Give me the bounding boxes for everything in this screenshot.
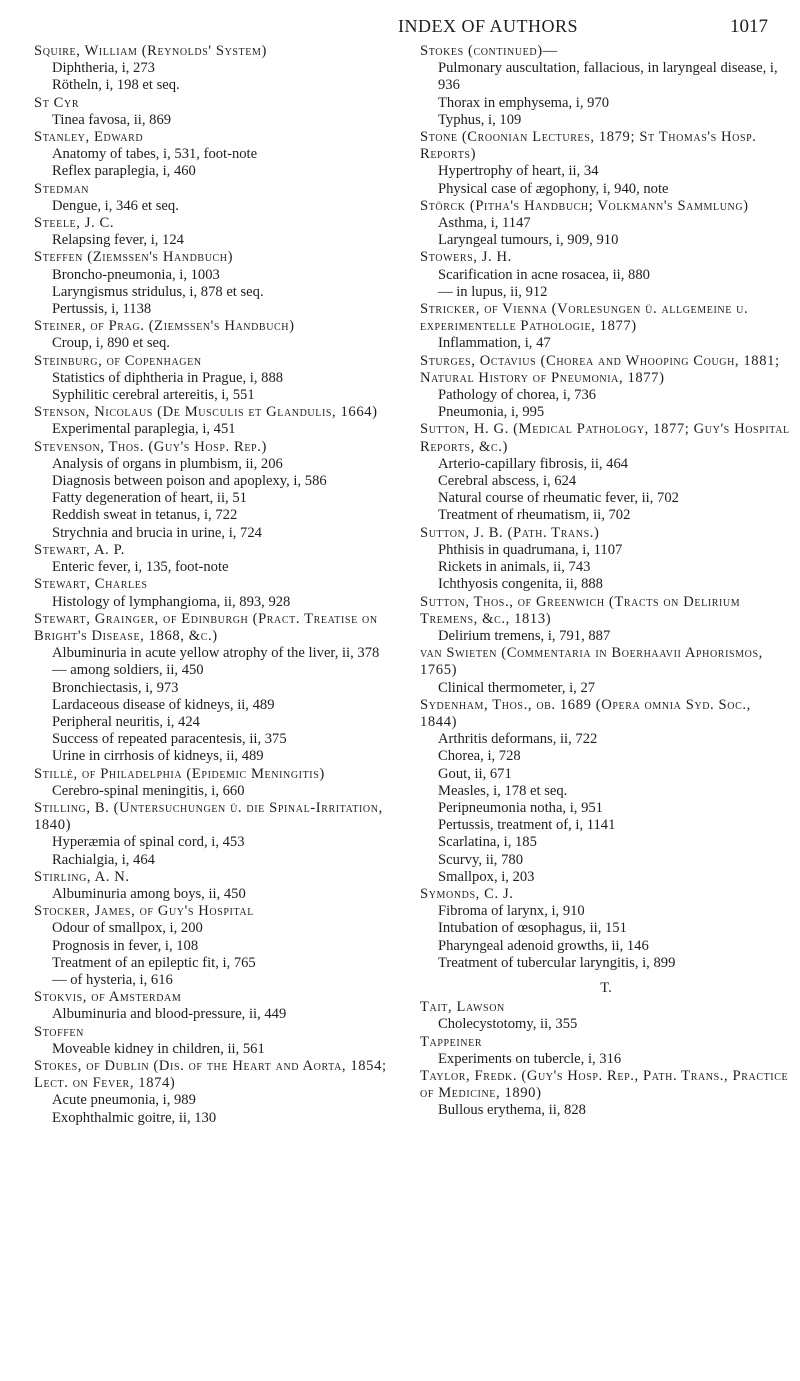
subject-reference: Acute pneumonia, i, 989: [52, 1092, 196, 1109]
subject-reference: Arthritis deformans, ii, 722: [438, 731, 598, 748]
subject-reference: Rachialgia, i, 464: [52, 851, 155, 868]
subject-reference: Arterio-capillary fibrosis, ii, 464: [438, 455, 629, 472]
page-number: 1017: [730, 16, 768, 37]
author-name: Sutton, Thos., of Greenwich (Tracts on Delirium Tremens, &c., 1813): [420, 593, 741, 627]
author-name: Stowers, J. H.: [420, 249, 512, 266]
subject-reference: Strychnia and brucia in urine, i, 724: [52, 524, 262, 541]
subject-reference: Prognosis in fever, i, 108: [52, 937, 199, 954]
index-entry: [420, 886, 792, 972]
subject-reference: Pertussis, i, 1138: [52, 301, 152, 318]
subject-reference: Gout, ii, 671: [438, 765, 512, 782]
index-entry: [34, 576, 409, 610]
subject-reference: Delirium tremens, i, 791, 887: [438, 627, 611, 644]
subject-reference: Natural course of rheumatic fever, ii, 702: [438, 490, 679, 507]
page-header: [0, 16, 800, 42]
index-entry: [420, 301, 792, 353]
index-entry: [420, 999, 792, 1033]
section-letter: T.: [600, 979, 612, 996]
subject-reference: Analysis of organs in plumbism, ii, 206: [52, 455, 283, 472]
author-name: Stokes (continued)—: [420, 43, 558, 59]
index-entry: [34, 903, 409, 989]
index-entry: [34, 766, 409, 800]
author-name: Stone (Croonian Lectures, 1879; St Thomas's Hosp. Reports): [420, 129, 757, 163]
subject-reference: Diphtheria, i, 273: [52, 60, 155, 77]
subject-reference: Albuminuria in acute yellow atrophy of the liver, ii, 378: [52, 645, 380, 662]
index-entry: [420, 249, 792, 301]
author-name: Steffen (Ziemssen's Handbuch): [34, 249, 234, 266]
subject-reference: Hypertrophy of heart, ii, 34: [438, 163, 599, 180]
subject-reference: Histology of lymphangioma, ii, 893, 928: [52, 593, 291, 610]
subject-reference: Experiments on tubercle, i, 316: [438, 1050, 622, 1067]
subject-reference: — in lupus, ii, 912: [438, 283, 548, 300]
subject-reference: Enteric fever, i, 135, foot-note: [52, 559, 229, 576]
subject-reference: Thorax in emphysema, i, 970: [438, 94, 610, 111]
subject-reference: Cerebral abscess, i, 624: [438, 473, 577, 490]
right-column: [420, 43, 792, 1120]
subject-reference: Physical case of ægophony, i, 940, note: [438, 180, 669, 197]
index-entry: [34, 542, 409, 576]
author-name: Taylor, Fredk. (Guy's Hosp. Rep., Path. Trans., Practice of Medicine, 1890): [420, 1067, 789, 1102]
index-entry: [34, 318, 409, 352]
index-entry: [34, 353, 409, 405]
subject-reference: Scarification in acne rosacea, ii, 880: [438, 266, 650, 283]
subject-reference: Albuminuria and blood-pressure, ii, 449: [52, 1006, 287, 1023]
index-entry: [420, 525, 792, 594]
subject-reference: Treatment of an epileptic fit, i, 765: [52, 954, 256, 971]
subject-reference: Ichthyosis congenita, ii, 888: [438, 576, 603, 593]
index-entry: [34, 1024, 409, 1058]
index-entry: [420, 594, 792, 646]
author-name: Steinburg, of Copenhagen: [34, 352, 202, 369]
subject-reference: Reflex paraplegia, i, 460: [52, 163, 196, 180]
subject-reference: Measles, i, 178 et seq.: [438, 782, 568, 799]
author-name: van Swieten (Commentaria in Boerhaavii Aphorismos, 1765): [420, 645, 763, 679]
subject-reference: Exophthalmic goitre, ii, 130: [52, 1109, 217, 1126]
index-entry: [420, 129, 792, 198]
author-name: Sutton, H. G. (Medical Pathology, 1877; Guy's Hospital Reports, &c.): [420, 421, 790, 455]
index-entry: [420, 1034, 792, 1068]
subject-reference: Anatomy of tabes, i, 531, foot-note: [52, 146, 258, 163]
subject-reference: Cholecystotomy, ii, 355: [438, 1016, 578, 1033]
subject-reference: Moveable kidney in children, ii, 561: [52, 1040, 265, 1057]
author-name: Stokes, of Dublin (Dis. of the Heart and Aorta, 1854; Lect. on Fever, 1874): [34, 1057, 387, 1092]
subject-reference: Chorea, i, 728: [438, 748, 521, 765]
index-entry: [420, 198, 792, 250]
subject-reference: Treatment of tubercular laryngitis, i, 899: [438, 954, 676, 971]
subject-reference: Fibroma of larynx, i, 910: [438, 903, 585, 920]
subject-reference: Pulmonary auscultation, fallacious, in laryngeal disease, i, 936: [438, 60, 778, 94]
author-name: St Cyr: [34, 94, 80, 111]
subject-reference: Statistics of diphtheria in Prague, i, 888: [52, 369, 284, 386]
author-name: Stenson, Nicolaus (De Musculis et Glandulis, 1664): [34, 404, 378, 421]
subject-reference: Typhus, i, 109: [438, 111, 522, 128]
subject-reference: Experimental paraplegia, i, 451: [52, 421, 236, 438]
subject-reference: Intubation of œsophagus, ii, 151: [438, 920, 627, 937]
subject-reference: Albuminuria among boys, ii, 450: [52, 885, 246, 902]
subject-reference: Tinea favosa, ii, 869: [52, 111, 172, 128]
author-name: Tait, Lawson: [420, 999, 505, 1016]
subject-reference: Success of repeated paracentesis, ii, 375: [52, 731, 287, 748]
author-name: Tappeiner: [420, 1033, 483, 1050]
subject-reference: Lardaceous disease of kidneys, ii, 489: [52, 696, 275, 713]
subject-reference: Clinical thermometer, i, 27: [438, 679, 596, 696]
index-entry: [34, 404, 409, 438]
index-entry: [34, 611, 409, 766]
subject-reference: Phthisis in quadrumana, i, 1107: [438, 541, 623, 558]
index-entry: [34, 181, 409, 215]
author-name: Stirling, A. N.: [34, 868, 130, 885]
subject-reference: Peripheral neuritis, i, 424: [52, 713, 200, 730]
subject-reference: Cerebro-spinal meningitis, i, 660: [52, 782, 245, 799]
subject-reference: Inflammation, i, 47: [438, 335, 551, 352]
index-entry: [34, 129, 409, 181]
subject-reference: Pertussis, treatment of, i, 1141: [438, 817, 616, 834]
subject-reference: Bullous erythema, ii, 828: [438, 1102, 586, 1119]
index-entry: [420, 43, 792, 129]
author-name: Stewart, Grainger, of Edinburgh (Pract. Treatise on Bright's Disease, 1868, &c.): [34, 610, 378, 644]
author-name: Stillé, of Philadelphia (Epidemic Meningitis): [34, 765, 325, 782]
author-name: Stanley, Edward: [34, 129, 144, 146]
author-name: Stewart, A. P.: [34, 541, 125, 558]
subject-reference: Treatment of rheumatism, ii, 702: [438, 507, 631, 524]
subject-reference: Urine in cirrhosis of kidneys, ii, 489: [52, 748, 264, 765]
subject-reference: Smallpox, i, 203: [438, 868, 535, 885]
index-entry: [420, 353, 792, 422]
index-entry: [34, 800, 409, 869]
subject-reference: Laryngismus stridulus, i, 878 et seq.: [52, 283, 264, 300]
index-entry: [34, 869, 409, 903]
author-name: Stoffen: [34, 1023, 84, 1040]
author-name: Sturges, Octavius (Chorea and Whooping Cough, 1881; Natural History of Pneumonia, 1877): [420, 352, 780, 386]
author-name: Stocker, James, of Guy's Hospital: [34, 903, 254, 920]
subject-reference: Asthma, i, 1147: [438, 215, 531, 232]
index-entry: [34, 1058, 409, 1127]
subject-reference: Reddish sweat in tetanus, i, 722: [52, 507, 238, 524]
index-entry: [34, 989, 409, 1023]
author-name: Stevenson, Thos. (Guy's Hosp. Rep.): [34, 438, 267, 455]
index-entry: [34, 95, 409, 129]
subject-reference: Pharyngeal adenoid growths, ii, 146: [438, 937, 649, 954]
author-name: Störck (Pitha's Handbuch; Volkmann's Sammlung): [420, 197, 749, 214]
index-entry: [420, 697, 792, 886]
subject-reference: Rötheln, i, 198 et seq.: [52, 77, 180, 94]
index-entry: [420, 1068, 792, 1120]
subject-reference: Laryngeal tumours, i, 909, 910: [438, 232, 619, 249]
subject-reference: Peripneumonia notha, i, 951: [438, 799, 603, 816]
subject-reference: Broncho-pneumonia, i, 1003: [52, 266, 220, 283]
index-entry: [420, 421, 792, 524]
index-entry: [34, 249, 409, 318]
subject-reference: — of hysteria, i, 616: [52, 971, 173, 988]
subject-reference: Hyperæmia of spinal cord, i, 453: [52, 834, 245, 851]
left-column: [34, 43, 409, 1127]
subject-reference: Relapsing fever, i, 124: [52, 232, 184, 249]
author-name: Sydenham, Thos., ob. 1689 (Opera omnia Syd. Soc., 1844): [420, 696, 751, 730]
subject-reference: Dengue, i, 346 et seq.: [52, 197, 179, 214]
author-name: Stedman: [34, 180, 90, 197]
subject-reference: — among soldiers, ii, 450: [52, 662, 204, 679]
subject-reference: Pathology of chorea, i, 736: [438, 387, 597, 404]
subject-reference: Scarlatina, i, 185: [438, 834, 537, 851]
author-name: Symonds, C. J.: [420, 885, 514, 902]
author-name: Sutton, J. B. (Path. Trans.): [420, 524, 600, 541]
index-entry: [34, 43, 409, 95]
subject-reference: Odour of smallpox, i, 200: [52, 920, 203, 937]
subject-reference: Syphilitic cerebral artereitis, i, 551: [52, 387, 255, 404]
subject-reference: Diagnosis between poison and apoplexy, i, 586: [52, 473, 327, 490]
author-name: Stricker, of Vienna (Vorlesungen ü. allgemeine u. experimentelle Pathologie, 1877): [420, 301, 749, 335]
index-entry: [420, 645, 792, 697]
author-name: Squire, William (Reynolds' System): [34, 43, 267, 59]
author-name: Steiner, of Prag. (Ziemssen's Handbuch): [34, 318, 295, 335]
subject-reference: Scurvy, ii, 780: [438, 851, 523, 868]
author-name: Steele, J. C.: [34, 215, 115, 232]
author-name: Stilling, B. (Untersuchungen ü. die Spinal-Irritation, 1840): [34, 799, 383, 834]
index-entry: [34, 439, 409, 542]
subject-reference: Pneumonia, i, 995: [438, 404, 545, 421]
author-name: Stokvis, of Amsterdam: [34, 989, 182, 1006]
subject-reference: Fatty degeneration of heart, ii, 51: [52, 490, 247, 507]
index-entry: [34, 215, 409, 249]
subject-reference: Bronchiectasis, i, 973: [52, 679, 179, 696]
subject-reference: Croup, i, 890 et seq.: [52, 335, 170, 352]
author-name: Stewart, Charles: [34, 576, 148, 593]
running-title: INDEX OF AUTHORS: [398, 16, 579, 36]
subject-reference: Rickets in animals, ii, 743: [438, 559, 591, 576]
